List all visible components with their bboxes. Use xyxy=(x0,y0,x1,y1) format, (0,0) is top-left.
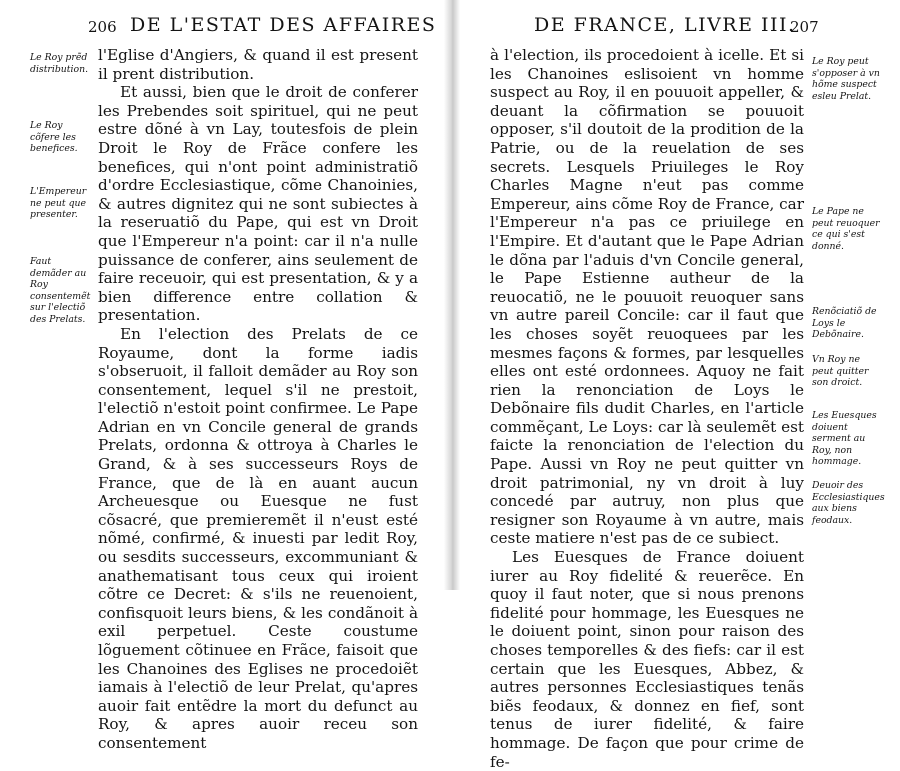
right-page xyxy=(460,0,900,771)
margin-note: Faut demãder au Roy consentemẽt sur l'electiõ des Prelats. xyxy=(30,256,91,325)
running-head: DE FRANCE, LIVRE III. xyxy=(534,14,796,36)
page-number: 207 xyxy=(790,18,819,36)
margin-note: Les Euesques doiuent serment au Roy, non hommage. xyxy=(812,410,877,468)
margin-note: Le Roy cõfere les benefices. xyxy=(30,120,78,155)
page-text xyxy=(490,46,804,771)
margin-note: Le Roy peut s'opposer à vn hõme suspect esleu Prelat. xyxy=(812,56,880,102)
margin-note: Renõciatiõ de Loys le Debõnaire. xyxy=(812,306,877,341)
left-page xyxy=(0,0,444,752)
margin-note: Le Roy prẽd distribution. xyxy=(30,52,89,75)
page-text xyxy=(98,46,418,753)
margin-note: Le Pape ne peut reuoquer ce qui s'est donné. xyxy=(812,206,880,252)
paragraph: En l'election des Prelats de ce Royaume, dont la forme iadis s'obseruoit, il falloit demãder au Roy son consentement, lequel s'il ne prestoit, l'electiõ n'estoit point confirmee. Le Pape Adrian en vn Concile general de grands Prelats, ordonna & ottroya à Charles le Grand, & à ses successeurs Roys de France, que de là en auant aucun Archeuesque ou Euesque ne fust cõsacré, que premieremẽt il n'eust esté nõmé, confirmé, & inuesti par ledit Roy, ou sesdits successeurs, excommuniant & anathematisant tous ceux qui iroient cõtre ce Decret: & s'ils ne reuenoient, confisquoit leurs biens, & les condãnoit à exil perpetuel. Ceste coustume lõguement cõtinuee en Frãce, faisoit que les Chanoines des Eglises ne procedoiẽt iamais à l'electiõ de leur Prelat, qu'apres auoir fait entẽdre la mort du defunct au Roy, & apres auoir receu son consentement xyxy=(98,324,418,752)
margin-note: Vn Roy ne peut quitter son droict. xyxy=(812,354,869,389)
running-head: DE L'ESTAT DES AFFAIRES xyxy=(130,14,437,36)
margin-note: L'Empereur ne peut que presenter. xyxy=(30,186,87,221)
paragraph: à l'election, ils procedoient à icelle. Et si les Chanoines eslisoient vn homme suspect au Roy, il en pouuoit appeller, & deuant la cõfirmation se pouuoit opposer, s'il doutoit de la prodition de la Patrie, ou de la reuelation de ses secrets. Lesquels Priuileges le Roy Charles Magne n'eut pas comme Empereur, ains cõme Roy de France, car l'Empereur n'a pas ce priuilege en l'Empire. Et d'autant que le Pape Adrian le dõna par l'aduis d'vn Concile general, le Pape Estienne autheur de la reuocatiõ, ne le pouuoit reuoquer sans vn autre pareil Concile: car il faut que les choses soyẽt reuoquees par les mesmes façons & formes, par lesquelles elles ont esté ordonnees. Aquoy ne fait rien la renonciation de Loys le Debõnaire fils dudit Charles, en l'article commẽçant, Le Loys: car là seulemẽt est faicte la renonciation de l'election du Pape. Aussi vn Roy ne peut quitter vn droit patrimonial, ny vn droit à luy concedé par autruy, non plus que resigner son Royaume à vn autre, mais ceste matiere n'est pas de ce subiect. xyxy=(490,46,804,548)
page-number: 206 xyxy=(88,18,117,36)
margin-note: Deuoir des Ecclesiastiques aux biens feodaux. xyxy=(812,480,885,526)
paragraph: Les Euesques de France doiuent iurer au Roy fidelité & reuerẽce. En quoy il faut noter, que si nous prenons fidelité pour hommage, les Euesques ne le doiuent point, sinon pour raison des choses temporelles & des fiefs: car il est certain que les Euesques, Abbez, & autres personnes Ecclesiastiques tenãs biẽs feodaux, & donnez en fief, sont tenus de iurer fidelité, & faire hommage. De façon que pour crime de fe- xyxy=(490,548,804,771)
paragraph: l'Eglise d'Angiers, & quand il est present il prent distribution. xyxy=(98,46,418,83)
book-gutter xyxy=(444,0,460,590)
paragraph: Et aussi, bien que le droit de conferer les Prebendes soit spirituel, qui ne peut estre dõné à vn Lay, toutesfois de plein Droit le Roy de Frãce confere les benefices, qui n'ont point administratiõ d'ordre Ecclesiastique, cõme Chanoinies, & autres dignitez qui ne sont subiectes à la reseruatiõ du Pape, qui est vn Droit que l'Empereur n'a point: car il n'a nulle puissance de conferer, ains seulement de faire receuoir, qui est presentation, & y a bien difference entre collation & presentation. xyxy=(98,83,418,325)
